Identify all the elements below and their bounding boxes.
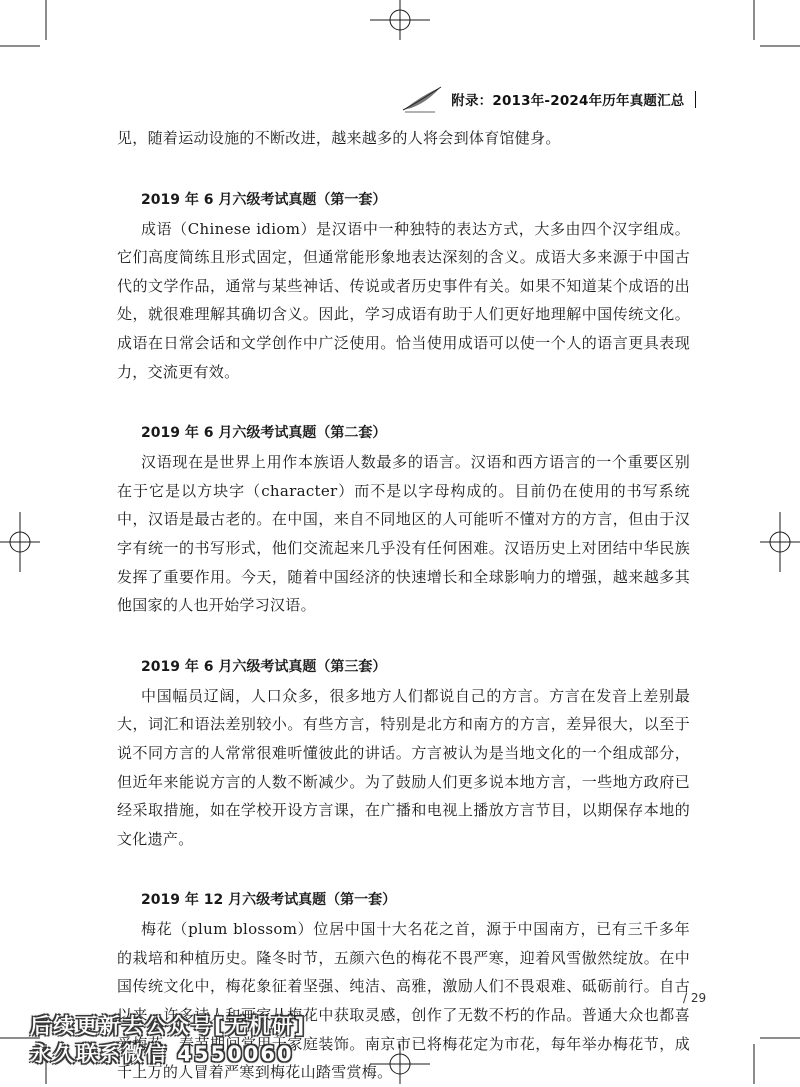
section-paragraph: 成语（Chinese idiom）是汉语中一种独特的表达方式，大多由四个汉字组成。它们高度简练且形式固定，但通常能形象地表达深刻的含义。成语大多来源于中国古代的文学作品，通常与某些神话、传说或者历史事件有关。如果不知道某个成语的出处，就很难理解其确切含义。因此，学习成语有助于人们更好地理解中国传统文化。成语在日常会话和文学创作中广泛使用。恰当使用成语可以使一个人的语言更具表现力，交流更有效。 [117,219,690,381]
section-paragraph: 汉语现在是世界上用作本族语人数最多的语言。汉语和西方语言的一个重要区别在于它是以方块字（character）而不是以字母构成的。目前仍在使用的书写系统中，汉语是最古老的。在中国，来自不同地区的人可能听不懂对方的方言，但由于汉字有统一的书写形式，他们交流起来几乎没有任何困难。汉语历史上对团结中华民族发挥了重要作用。今天，随着中国经济的快速增长和全球影响力的增强，越来越多其他国家的人也开始学习汉语。 [117,453,690,615]
watermark-line-2: 永久联系微信 4550060 [30,1042,294,1066]
section-paragraph: 中国幅员辽阔，人口众多，很多地方人们都说自己的方言。方言在发音上差别最大，词汇和语法差别较小。有些方言，特别是北方和南方的方言，差异很大，以至于说不同方言的人常常很难听懂彼此的讲话。方言被认为是当地文化的一个组成部分，但近年来能说方言的人数不断减少。为了鼓励人们更多说本地方言，一些地方政府已经采取措施，如在学校开设方言课，在广播和电视上播放方言节目，以期保存本地的文化遗产。 [117,686,690,848]
watermark-overlay [30,1012,306,1068]
feather-pen-icon [401,85,443,113]
watermark-line-1: 后续更新去公众号[无机研] [30,1014,307,1038]
registration-mark-left [0,512,40,572]
section-title: 2019 年 6 月六级考试真题（第一套） [141,191,387,208]
section-title: 2019 年 6 月六级考试真题（第二套） [141,425,387,442]
registration-mark-top [370,0,430,40]
section-title: 2019 年 6 月六级考试真题（第三套） [141,658,387,675]
section-title: 2019 年 12 月六级考试真题（第一套） [141,892,397,909]
page-number: / 29 [683,991,707,1005]
section-paragraph: 梅花（plum blossom）位居中国十大名花之首，源于中国南方，已有三千多年的栽培和种植历史。隆冬时节，五颜六色的梅花不畏严寒，迎着风雪傲然绽放。在中国传统文化中，梅花象征着坚强、纯洁、高雅，激励人们不畏艰难、砥砺前行。自古以来，许多诗人和画家从梅花中获取灵感，创作了无数不朽的作品。普通大众也都喜爱梅花，春节期间常用于家庭装饰。南京市已将梅花定为市花，每年举办梅花节，成千上万的人冒着严寒到梅花山踏雪赏梅。 [117,920,690,1082]
section-2019-june-set-1 [117,189,690,387]
intro-paragraph: 见，随着运动设施的不断改进，越来越多的人将会到体育馆健身。 [117,129,561,147]
page-body [117,124,690,1087]
registration-mark-right [760,512,800,572]
section-2019-june-set-2 [117,422,690,620]
section-2019-june-set-3 [117,656,690,854]
header-divider [695,91,697,108]
header-title: 附录：2013年-2024年历年真题汇总 [451,93,685,109]
running-header [401,86,696,112]
